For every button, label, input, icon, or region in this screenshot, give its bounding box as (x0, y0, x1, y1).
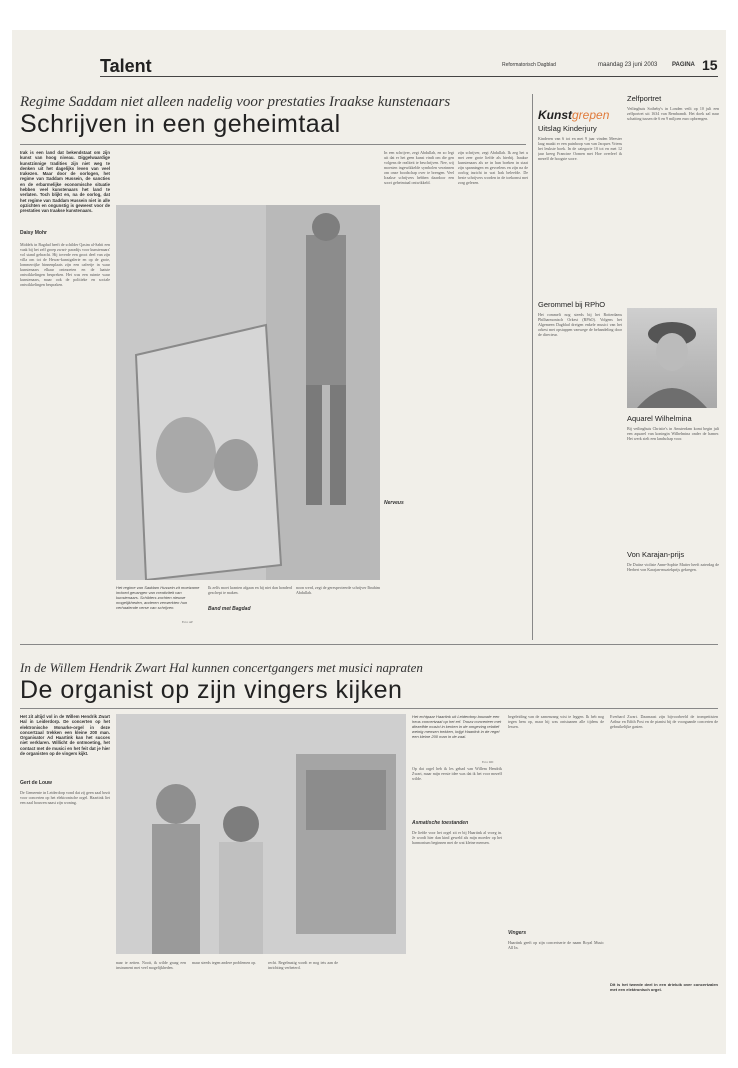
article2-photo-credit: Foto: RD (482, 760, 494, 764)
couple-organ-photo (116, 714, 406, 954)
rembrandt-portrait (627, 308, 717, 408)
section-divider (20, 644, 718, 645)
article2-byline: Gert de Louw (20, 780, 52, 786)
article2-footnote: Dit is het tweede deel in een drieluik over concertzalen met een elektronisch orgel. (610, 982, 718, 992)
article2-caption: Het echtpaar Haartink uit Leiderdorp bouwde een heus concertzaal op het erf. Trouw concerteer met diezelfde musici in kerken in de omgeving relatief weinig mensen trekken, krijgt Haartink in de regel een kleine 200 man in de zaal. (412, 714, 502, 739)
article2-headline: De organist op zijn vingers kijken (20, 676, 403, 704)
sidebar-divider (532, 94, 533, 640)
article2-kicker: In de Willem Hendrik Zwart Hal kunnen concertgangers met musici napraten (20, 660, 423, 675)
article1-caption: Het regime van Saddam Hussein zit moeizame invloed gevangen van creativiteit van kunstenaars. Schilders zochten nieuwe mogelijkheden, anderen verwerkten hun verhaalende verse van schrijven. (116, 585, 200, 610)
article1-photo-credit: Foto: AP (182, 620, 193, 624)
article1-body-col2c: noon werd, zegt de gerespecteerde schrijver Ibrahim Abdullah. (296, 585, 380, 595)
article2-subhead: Asmatische toestanden (412, 820, 469, 826)
article1-kicker: Regime Saddam niet alleen nadelig voor prestaties Iraakse kunstenaars (20, 94, 451, 110)
sidebar-brand-main: Kunst (538, 108, 572, 122)
sidebar-item-text: Het rommelt nog steeds bij het Rotterdams Philharmonisch Orkest (RPhO). Volgens het Algemeen Dagblad dreigen enkele musici van het orkest met opstappen vanwege de behandeling door de directeur. (538, 312, 622, 337)
article1-body-col1: Middels in Bagdad heeft de schilder Qasim al-Sabti een vaak bij het zelf groep zwart- paradijs voor kunstenaars' vol stand gebracht. Hij toverde een groot deel van zijn villa om tot de Hewar-kunstgalerie en op de grote, lommerrijke binnenplaats zijn een cafeetje in waar kunstenaars elkaar ontmoeten en de laatste ontwikkelingen bespreken. Het was een ruimte waar kunstenaars, maar ook de politieke en sociale ontwikkelingen bespraken. (20, 242, 110, 287)
article2-body-col4b: Haartink geeft op zijn concertserie de naam Royal Music All In. (508, 940, 604, 950)
article2-body-col2c: maar steeds tegen andere problemen op. (192, 960, 257, 965)
sidebar-item-text: Kinderen van 6 tot en met 9 jaar vinden Meester laag maakt er een puinhoop van van Jacques Vriens het leukste boek. In de categorie 10 tot en met 12 jaar kreeg Francine Oomen met Hoe overleef ik mezelf de hoogste score. (538, 136, 622, 161)
sidebar-brand-accent: grepen (572, 108, 610, 122)
sidebar-item-text: Bij veilinghuis Christie's in Amsterdam komt begin juli een aquarel van koningin Wilhelmina onder de hamer. Het werk stelt een landschap voor. (627, 426, 719, 441)
article1-headline: Schrijven in een geheimtaal (20, 110, 341, 138)
article1-subhead-col3: Nerveus (384, 500, 404, 506)
sidebar-item-title: Von Karajan-prijs (627, 550, 685, 559)
article1-lead: Irak is een land dat bekendstaat om zijn kunst van hoog niveau. Diggelwaardige kunstzinnige tradities zijn niet weg te denken uit het dagelijks leven van veel Irakezen. Maar door de oorlogen, het regime van Saddam Hussein, de sancties en de erbarmelijke economische situatie hebben veel kunstenaars het land te verlaten. Toch blijkt en, na de oorlog, dat het regime van Saddam Hussein niet in alle opzichten en ongunstig is geweest voor de prestaties van Iraakse kunstenaars. (20, 150, 110, 214)
article2-body-col1: De Gemeente in Leiderdorp vond dat zij geen zaal bezit voor concerten op het elektronische orgel. Haartink liet een zaal bouwen naast zijn woning. (20, 790, 110, 805)
sidebar-item-title: Zelfportret (627, 94, 662, 103)
sidebar-item-title: Gerommel bij RPhO (538, 300, 606, 309)
article2-body-col4: begeleiding van de samenzang wist te leggen. Ik heb nog tegen hem op, maar hij was ontstaanen alle tijdens de lessen. (508, 714, 604, 729)
page-number: 15 (702, 57, 718, 73)
newspaper-page (12, 30, 726, 1054)
article2-subhead: Vingers (508, 930, 527, 936)
article2-lead: Het zit altijd vol in de Willem Hendrik Zwart Hal in Leiderdorp. De concerten op het elektronische Monarke-orgel in deze concertzaal trekken een kleine 200 man. Organisator Ad Haartink kan het succes niet verklaren. Willicht de ontmoeting, het contact met de musici en het feit dat je hier de organisten op de vingers kijkt. (20, 714, 110, 757)
article2-body-col2: Op dat orgel heb ik les gehad van Willem Hendrik Zwart, maar mijn eerste idee was dat ik het voor mezelf wilde. (412, 766, 502, 781)
article1-byline: Daisy Mohr (20, 230, 47, 236)
article2-body-col5: Everhard Zwart. Daarnaast zijn bijvoorbeeld de trompettisten Arthur en Edith Post en de pianist bij de voorgaande concerten de gebruikelijke gasten. (610, 714, 718, 729)
sidebar-item-text: Veilinghuis Sotheby's in Londen veilt op 10 juli een zelfportret uit 1634 van Rembrandt. Het doek zal naar schatting tussen de 6 en 9 miljoen euro opbrengen. (627, 106, 719, 121)
article1-body-col2b: Ik zelfs moet kranten afgaan en hij niet dan honderd geschept te maken. (208, 585, 292, 595)
article2-rule (20, 708, 718, 709)
article2-body-col3: De liefde voor het orgel zit er bij Haartink al vroeg in. Je wordt hier dan kind geweld als mijn moeder op het harmonium beginnen met de wat kleine mensen. (412, 830, 502, 845)
soldier-painting-photo (116, 205, 380, 580)
sidebar-item-title: Aquarel Wilhelmina (627, 414, 692, 423)
page-date: maandag 23 juni 2003 (598, 62, 658, 68)
article1-subhead: Band met Bagdad (208, 606, 251, 612)
article2-photo (116, 714, 406, 954)
article2-body-col2b: naar te zetten. Nooit, ik wilde graag een instrument met veel mogelijkheden. (116, 960, 186, 970)
page-label: PAGINA (672, 62, 695, 68)
sidebar-item-title: Uitslag Kinderjury (538, 124, 597, 133)
sidebar-item-text: De Duitse violiste Anne-Sophie Mutter heeft zaterdag de Herbert von Karajan-muziekprijs gekregen. (627, 562, 719, 572)
article1-rule (20, 144, 526, 145)
article2-body-col2d: recht. Regelmatig wordt er nog iets aan de inrichting verbeterd. (268, 960, 338, 970)
paper-name: Reformatorisch Dagblad (502, 62, 556, 68)
portrait-icon (627, 308, 717, 408)
article1-body-col3: In een schrijver, zegt Abdullah, en zo legt uit dat er het geen kunst vindt om die gen volgens de realiteit te beschrijven. Nee, wij moesten ingewikkelde symbolen verzinnen om onze boodschap over te brengen. Veel Iraakse schrijvers hebben daardoor een soort geheimtaal ontwikkeld. (384, 150, 454, 185)
article1-photo (116, 205, 380, 580)
article1-body-col4: zijn schrijver, zegt Abdullah. Ik zeg het u met zeer grote liefde als hierbij. Iraakse kunstenaars als ze in hun boeken in staat zijn spanningen en gevoelens en zijn na de oorlog inzicht in wat Irak beleefde. De beste schrijvers worden in de toekomst met zorg gelezen. (458, 150, 528, 185)
sidebar-brand (538, 108, 609, 122)
section-title: Talent (100, 56, 152, 76)
header-rule (100, 76, 718, 77)
